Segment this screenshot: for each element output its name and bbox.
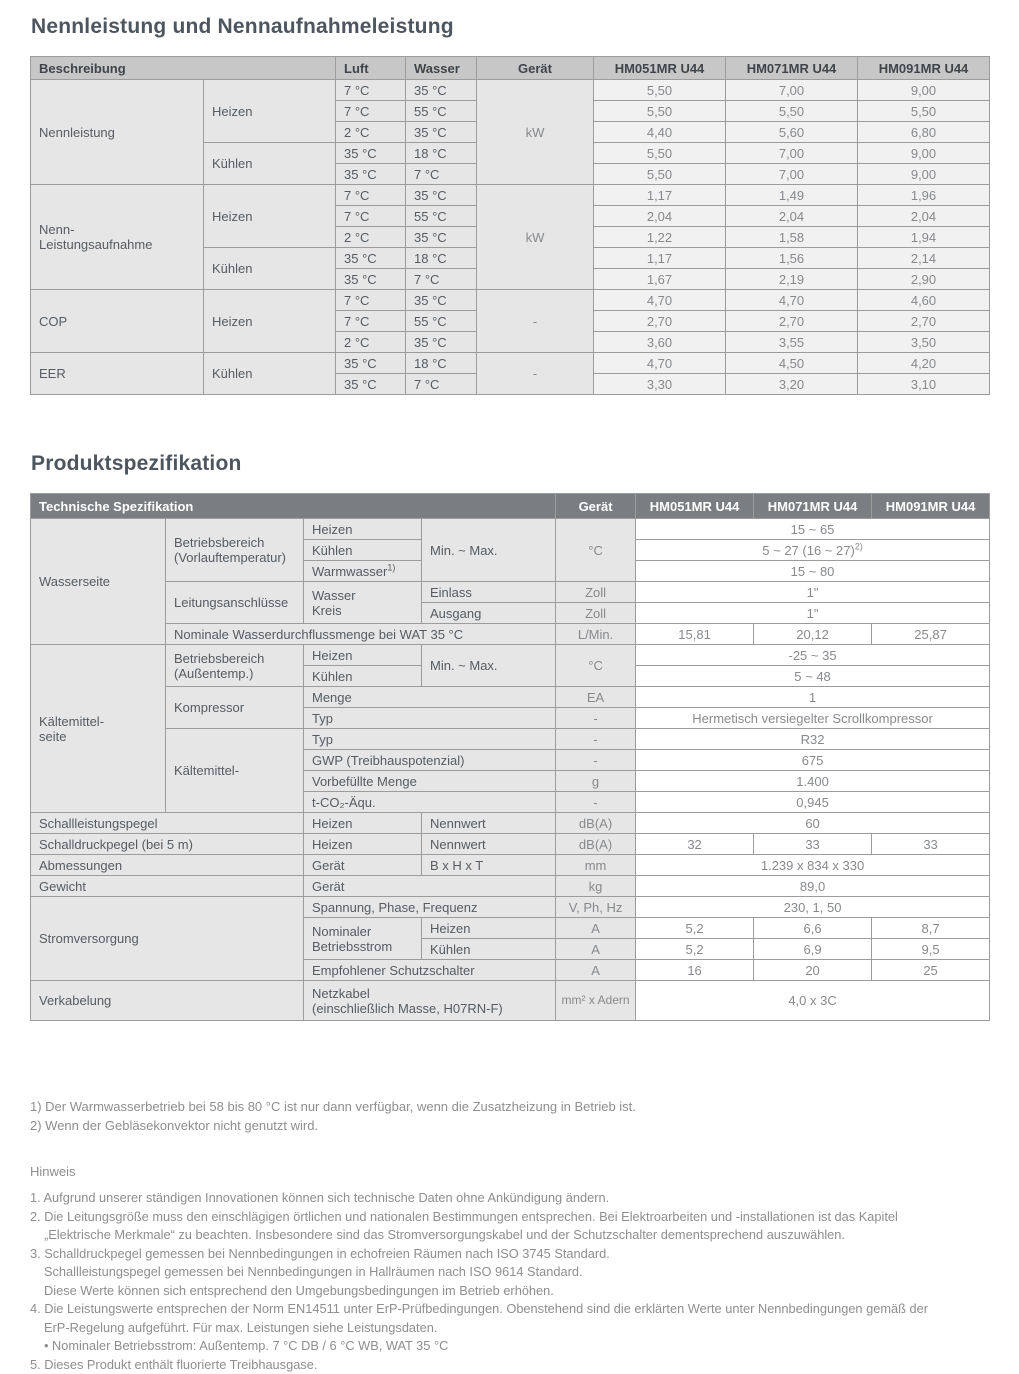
- value-cell: 4,70: [594, 290, 726, 311]
- value-cell: 7,00: [726, 164, 858, 185]
- luft-temp: 35 °C: [336, 353, 406, 374]
- unit-cell: °C: [556, 645, 636, 687]
- group-label-eer: EER: [31, 353, 204, 395]
- value-cell: 1.400: [636, 771, 990, 792]
- label-line: Betriebsbereich: [174, 535, 295, 550]
- table-row: [31, 855, 990, 876]
- luft-temp: 7 °C: [336, 80, 406, 101]
- table-row: [31, 981, 990, 1021]
- note-2-cont: „Elektrische Merkmale“ zu beachten. Insbesondere sind das Stromversorgungskabel und der Schutzschalter dementsprechend auszuwählen.: [30, 1226, 989, 1245]
- col-header-model-3: HM091MR U44: [858, 57, 990, 80]
- group-label-stromversorgung: Stromversorgung: [31, 897, 304, 981]
- wasser-temp: 55 °C: [406, 311, 477, 332]
- value-cell: 15 ~ 80: [636, 561, 990, 582]
- value-cell: 6,6: [754, 918, 872, 939]
- label-line: Leistungsaufnahme: [39, 237, 195, 252]
- luft-temp: 2 °C: [336, 227, 406, 248]
- col-header-model-2: HM071MR U44: [754, 494, 872, 519]
- value-cell: 5,50: [594, 80, 726, 101]
- table-row: [31, 813, 990, 834]
- unit-cell: -: [556, 792, 636, 813]
- value-cell: 3,10: [858, 374, 990, 395]
- unit-cell: Zoll: [556, 603, 636, 624]
- value-cell: 4,40: [594, 122, 726, 143]
- label-typ: Typ: [304, 708, 556, 729]
- label-schalldruckpegel: Schalldruckpegel (bei 5 m): [31, 834, 304, 855]
- footnote-sup: 1): [387, 562, 395, 572]
- unit-cell: EA: [556, 687, 636, 708]
- wasser-temp: 35 °C: [406, 80, 477, 101]
- unit-cell: mm² x Adern: [556, 981, 636, 1021]
- value-cell: 32: [636, 834, 754, 855]
- label-betriebsbereich-vorlauf: [166, 519, 304, 582]
- col-header-geraet: Gerät: [556, 494, 636, 519]
- note-1: 1. Aufgrund unserer ständigen Innovationen können sich technische Daten ohne Ankündigung ändern.: [30, 1189, 989, 1208]
- col-header-luft: Luft: [336, 57, 406, 80]
- unit-cell: V, Ph, Hz: [556, 897, 636, 918]
- value-cell: 9,00: [858, 143, 990, 164]
- label-co2-aequivalent: t-CO₂-Äqu.: [304, 792, 556, 813]
- luft-temp: 35 °C: [336, 164, 406, 185]
- unit-cell: kW: [477, 185, 594, 290]
- wasser-temp: 18 °C: [406, 353, 477, 374]
- note-3-cont: Diese Werte können sich entsprechend den Umgebungsbedingungen im Betrieb erhöhen.: [30, 1282, 989, 1301]
- group-label-nennaufnahme: [31, 185, 204, 290]
- value-cell: 2,70: [726, 311, 858, 332]
- footnote-2: 2) Wenn der Gebläsekonvektor nicht genutzt wird.: [30, 1116, 989, 1135]
- value-cell: 1,96: [858, 185, 990, 206]
- note-2: 2. Die Leitungsgröße muss den einschlägigen örtlichen und nationalen Bestimmungen entsprechen. Bei Elektroarbeiten und -installationen ist das Kapitel: [30, 1208, 989, 1227]
- label-line: Kältemittel-: [39, 714, 157, 729]
- table-row: [31, 185, 990, 206]
- label-leitungsanschluesse: Leitungsanschlüsse: [166, 582, 304, 624]
- footnotes-section: [30, 1097, 989, 1374]
- value-cell: 2,19: [726, 269, 858, 290]
- value-cell: 1,58: [726, 227, 858, 248]
- value-cell: 20: [754, 960, 872, 981]
- value-cell: 25,87: [872, 624, 990, 645]
- luft-temp: 2 °C: [336, 122, 406, 143]
- value-cell: 4,60: [858, 290, 990, 311]
- value-cell: 7,00: [726, 80, 858, 101]
- table-row: [31, 519, 990, 540]
- wasser-temp: 35 °C: [406, 122, 477, 143]
- mode-label-heizen: Heizen: [204, 290, 336, 353]
- label-spannung-phase-frequenz: Spannung, Phase, Frequenz: [304, 897, 556, 918]
- note-4: 4. Die Leistungswerte entsprechen der Norm EN14511 unter ErP-Prüfbedingungen. Obenstehend sind die erklärten Werte unter Nennbedingungen gemäß der: [30, 1300, 989, 1319]
- luft-temp: 35 °C: [336, 248, 406, 269]
- wasser-temp: 35 °C: [406, 227, 477, 248]
- value-cell: 25: [872, 960, 990, 981]
- label-gewicht: Gewicht: [31, 876, 304, 897]
- value-cell: 15 ~ 65: [636, 519, 990, 540]
- table-row: [31, 897, 990, 918]
- label-line: Nenn-: [39, 222, 195, 237]
- mode-label-kuehlen: Kühlen: [204, 143, 336, 185]
- label-text: Warmwasser: [312, 564, 387, 579]
- label-typ: Typ: [304, 729, 556, 750]
- wasser-temp: 55 °C: [406, 101, 477, 122]
- unit-cell: A: [556, 918, 636, 939]
- label-line: Netzkabel: [312, 986, 547, 1001]
- value-cell: 5,50: [594, 164, 726, 185]
- label-schallleistungspegel: Schallleistungspegel: [31, 813, 304, 834]
- unit-cell: dB(A): [556, 813, 636, 834]
- value-cell: 15,81: [636, 624, 754, 645]
- value-cell: 3,20: [726, 374, 858, 395]
- group-label-nennleistung: Nennleistung: [31, 80, 204, 185]
- label-kaeltemittel: Kältemittel-: [166, 729, 304, 813]
- label-heizen: Heizen: [422, 918, 556, 939]
- value-cell: R32: [636, 729, 990, 750]
- value-cell: -25 ~ 35: [636, 645, 990, 666]
- label-min-max: Min. ~ Max.: [422, 645, 556, 687]
- value-cell: 2,70: [858, 311, 990, 332]
- note-5: 5. Dieses Produkt enthält fluorierte Treibhausgase.: [30, 1356, 989, 1374]
- label-line: Betriebsbereich: [174, 651, 295, 666]
- label-line: Wasser: [312, 588, 413, 603]
- label-line: Kreis: [312, 603, 413, 618]
- note-4-bullet: • Nominaler Betriebsstrom: Außentemp. 7 °C DB / 6 °C WB, WAT 35 °C: [30, 1337, 989, 1356]
- wasser-temp: 35 °C: [406, 332, 477, 353]
- col-header-wasser: Wasser: [406, 57, 477, 80]
- label-wasserdurchflussmenge: Nominale Wasserdurchflussmenge bei WAT 35 °C: [166, 624, 556, 645]
- label-warmwasser: [304, 561, 422, 582]
- value-cell: 4,70: [726, 290, 858, 311]
- wasser-temp: 7 °C: [406, 269, 477, 290]
- table-row: [31, 353, 990, 374]
- value-cell: 230, 1, 50: [636, 897, 990, 918]
- table-row: [31, 624, 990, 645]
- value-cell: 9,00: [858, 80, 990, 101]
- value-cell: 2,70: [594, 311, 726, 332]
- col-header-model-1: HM051MR U44: [636, 494, 754, 519]
- label-nominaler-betriebsstrom: Nominaler Betriebsstrom: [304, 918, 422, 960]
- value-cell: 9,5: [872, 939, 990, 960]
- value-cell: 1,17: [594, 248, 726, 269]
- luft-temp: 7 °C: [336, 185, 406, 206]
- label-heizen: Heizen: [304, 645, 422, 666]
- value-cell: 3,50: [858, 332, 990, 353]
- label-kuehlen: Kühlen: [304, 666, 422, 687]
- value-cell: 4,50: [726, 353, 858, 374]
- label-betriebsbereich-aussen: [166, 645, 304, 687]
- hinweis-notes: [30, 1189, 989, 1374]
- value-cell: 3,30: [594, 374, 726, 395]
- value-cell: 3,55: [726, 332, 858, 353]
- luft-temp: 7 °C: [336, 311, 406, 332]
- group-label-wasserseite: Wasserseite: [31, 519, 166, 645]
- label-nennwert: Nennwert: [422, 813, 556, 834]
- value-cell: 33: [872, 834, 990, 855]
- value-cell: 5,2: [636, 918, 754, 939]
- table-row: [31, 645, 990, 666]
- wasser-temp: 35 °C: [406, 185, 477, 206]
- unit-cell: g: [556, 771, 636, 792]
- value-cell: 5,50: [594, 101, 726, 122]
- table-row: [31, 582, 990, 603]
- value-cell: 1,22: [594, 227, 726, 248]
- label-netzkabel: [304, 981, 556, 1021]
- value-cell: 5,50: [858, 101, 990, 122]
- label-nennwert: Nennwert: [422, 834, 556, 855]
- label-line: (Außentemp.): [174, 666, 295, 681]
- table-row: [31, 729, 990, 750]
- value-cell: 6,9: [754, 939, 872, 960]
- nennleistung-table: [30, 56, 990, 395]
- group-label-cop: COP: [31, 290, 204, 353]
- value-cell: 1,49: [726, 185, 858, 206]
- value-cell: 0,945: [636, 792, 990, 813]
- mode-label-heizen: Heizen: [204, 80, 336, 143]
- value-cell: 4,0 x 3C: [636, 981, 990, 1021]
- hinweis-title: Hinweis: [30, 1162, 989, 1181]
- col-header-technische-spezifikation: Technische Spezifikation: [31, 494, 556, 519]
- value-cell: 20,12: [754, 624, 872, 645]
- value-cell: 2,90: [858, 269, 990, 290]
- label-heizen: Heizen: [304, 813, 422, 834]
- value-cell: [636, 540, 990, 561]
- section-title-nennleistung: Nennleistung und Nennaufnahmeleistung: [31, 14, 989, 40]
- unit-cell: A: [556, 960, 636, 981]
- label-bxhxt: B x H x T: [422, 855, 556, 876]
- unit-cell: °C: [556, 519, 636, 582]
- label-gwp: GWP (Treibhauspotenzial): [304, 750, 556, 771]
- col-header-model-3: HM091MR U44: [872, 494, 990, 519]
- group-label-verkabelung: Verkabelung: [31, 981, 304, 1021]
- note-4-cont: ErP-Regelung aufgeführt. Für max. Leistungen siehe Leistungsdaten.: [30, 1319, 989, 1338]
- value-cell: 5,50: [726, 101, 858, 122]
- value-cell: 2,04: [858, 206, 990, 227]
- unit-cell: -: [477, 290, 594, 353]
- label-empfohlener-schutzschalter: Empfohlener Schutzschalter: [304, 960, 556, 981]
- wasser-temp: 7 °C: [406, 374, 477, 395]
- footnote-sup: 2): [855, 541, 863, 551]
- table-header-row: [31, 494, 990, 519]
- value-cell: 3,60: [594, 332, 726, 353]
- value-cell: 1": [636, 603, 990, 624]
- table-row: [31, 290, 990, 311]
- table-row: [31, 834, 990, 855]
- value-cell: 60: [636, 813, 990, 834]
- unit-cell: A: [556, 939, 636, 960]
- luft-temp: 7 °C: [336, 101, 406, 122]
- wasser-temp: 18 °C: [406, 143, 477, 164]
- unit-cell: L/Min.: [556, 624, 636, 645]
- label-menge: Menge: [304, 687, 556, 708]
- table-row: [31, 80, 990, 101]
- table-row: [31, 876, 990, 897]
- group-label-kaeltemittelseite: [31, 645, 166, 813]
- label-geraet: Gerät: [304, 855, 422, 876]
- value-cell: 1.239 x 834 x 330: [636, 855, 990, 876]
- value-cell: 7,00: [726, 143, 858, 164]
- table-row: [31, 687, 990, 708]
- note-3: 3. Schalldruckpegel gemessen bei Nennbedingungen in echofreien Räumen nach ISO 3745 Standard.: [30, 1245, 989, 1264]
- label-kuehlen: Kühlen: [422, 939, 556, 960]
- unit-cell: -: [556, 729, 636, 750]
- col-header-model-2: HM071MR U44: [726, 57, 858, 80]
- wasser-temp: 7 °C: [406, 164, 477, 185]
- label-line: seite: [39, 729, 157, 744]
- value-cell: 5,60: [726, 122, 858, 143]
- value-cell: 2,14: [858, 248, 990, 269]
- unit-cell: -: [477, 353, 594, 395]
- label-abmessungen: Abmessungen: [31, 855, 304, 876]
- label-line: (einschließlich Masse, H07RN-F): [312, 1001, 547, 1016]
- luft-temp: 7 °C: [336, 290, 406, 311]
- value-cell: 33: [754, 834, 872, 855]
- wasser-temp: 18 °C: [406, 248, 477, 269]
- value-text: 5 ~ 27 (16 ~ 27): [762, 543, 855, 558]
- label-line: (Vorlauftemperatur): [174, 550, 295, 565]
- mode-label-kuehlen: Kühlen: [204, 353, 336, 395]
- label-wasser-kreis: [304, 582, 422, 624]
- luft-temp: 35 °C: [336, 374, 406, 395]
- note-3-cont: Schallleistungspegel gemessen bei Nennbedingungen in Hallräumen nach ISO 9614 Standard.: [30, 1263, 989, 1282]
- label-heizen: Heizen: [304, 834, 422, 855]
- value-cell: 16: [636, 960, 754, 981]
- value-cell: 2,04: [726, 206, 858, 227]
- luft-temp: 35 °C: [336, 143, 406, 164]
- luft-temp: 2 °C: [336, 332, 406, 353]
- label-geraet: Gerät: [304, 876, 556, 897]
- value-cell: 1,67: [594, 269, 726, 290]
- value-cell: 5 ~ 48: [636, 666, 990, 687]
- col-header-beschreibung: Beschreibung: [31, 57, 336, 80]
- unit-cell: mm: [556, 855, 636, 876]
- value-cell: Hermetisch versiegelter Scrollkompressor: [636, 708, 990, 729]
- label-vorbefuellte-menge: Vorbefüllte Menge: [304, 771, 556, 792]
- value-cell: 6,80: [858, 122, 990, 143]
- value-cell: 2,04: [594, 206, 726, 227]
- value-cell: 89,0: [636, 876, 990, 897]
- value-cell: 1": [636, 582, 990, 603]
- wasser-temp: 55 °C: [406, 206, 477, 227]
- value-cell: 1,17: [594, 185, 726, 206]
- value-cell: 8,7: [872, 918, 990, 939]
- label-heizen: Heizen: [304, 519, 422, 540]
- luft-temp: 7 °C: [336, 206, 406, 227]
- value-cell: 9,00: [858, 164, 990, 185]
- unit-cell: Zoll: [556, 582, 636, 603]
- value-cell: 5,50: [594, 143, 726, 164]
- unit-cell: dB(A): [556, 834, 636, 855]
- value-cell: 5,2: [636, 939, 754, 960]
- footnote-1: 1) Der Warmwasserbetrieb bei 58 bis 80 °C ist nur dann verfügbar, wenn die Zusatzheizung in Betrieb ist.: [30, 1097, 989, 1116]
- col-header-model-1: HM051MR U44: [594, 57, 726, 80]
- value-cell: 675: [636, 750, 990, 771]
- value-cell: 1,56: [726, 248, 858, 269]
- unit-cell: kW: [477, 80, 594, 185]
- unit-cell: -: [556, 708, 636, 729]
- mode-label-heizen: Heizen: [204, 185, 336, 248]
- value-cell: 4,20: [858, 353, 990, 374]
- value-cell: 1,94: [858, 227, 990, 248]
- luft-temp: 35 °C: [336, 269, 406, 290]
- unit-cell: -: [556, 750, 636, 771]
- label-kompressor: Kompressor: [166, 687, 304, 729]
- value-cell: 4,70: [594, 353, 726, 374]
- label-min-max: Min. ~ Max.: [422, 519, 556, 582]
- wasser-temp: 35 °C: [406, 290, 477, 311]
- table-header-row: [31, 57, 990, 80]
- produktspezifikation-table: [30, 493, 990, 1021]
- value-cell: 1: [636, 687, 990, 708]
- unit-cell: kg: [556, 876, 636, 897]
- label-kuehlen: Kühlen: [304, 540, 422, 561]
- label-einlass: Einlass: [422, 582, 556, 603]
- section-title-produktspezifikation: Produktspezifikation: [31, 451, 989, 477]
- label-ausgang: Ausgang: [422, 603, 556, 624]
- col-header-geraet: Gerät: [477, 57, 594, 80]
- mode-label-kuehlen: Kühlen: [204, 248, 336, 290]
